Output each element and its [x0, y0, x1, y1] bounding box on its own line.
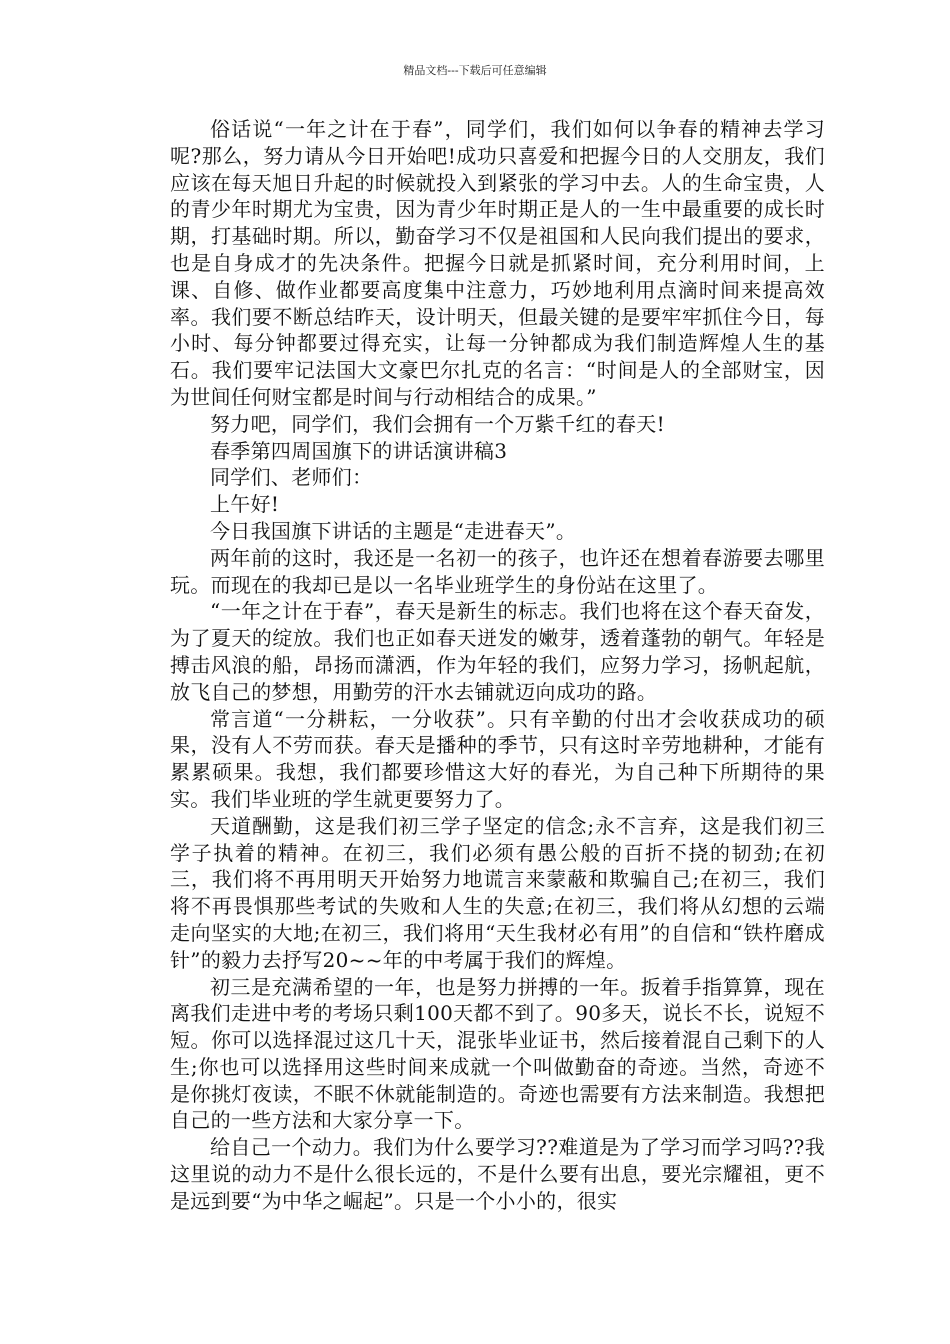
document-body [170, 116, 825, 1215]
paragraph-10: 天道酬勤，这是我们初三学子坚定的信念;永不言弃，这是我们初三学子执着的精神。在初三，我们必须有愚公般的百折不挠的韧劲;在初三，我们将不再用明天开始努力地谎言来蒙蔽和欺骗自己;在初三，我们将不再畏惧那些考试的失败和人生的失意;在初三，我们将从幻想的云端走向坚实的大地;在初三，我们将用“天生我材必有用”的自信和“铁杵磨成针”的毅力去抒写20~~年的中考属于我们的辉煌。 [170, 813, 825, 972]
page-header: 精品文档---下载后可任意编辑 [403, 64, 547, 77]
paragraph-7: 两年前的这时，我还是一名初一的孩子，也许还在想着春游要去哪里玩。而现在的我却已是以一名毕业班学生的身份站在这里了。 [170, 545, 825, 597]
speech-topic: 今日我国旗下讲话的主题是“走进春天”。 [210, 518, 577, 543]
paragraph-1: 俗话说“一年之计在于春”，同学们，我们如何以争春的精神去学习呢?那么，努力请从今日开始吧!成功只喜爱和把握今日的人交朋友，我们应该在每天旭日升起的时候就投入到紧张的学习中去。人的生命宝贵，人的青少年时期尤为宝贵，因为青少年时期正是人的一生中最重要的成长时期，打基础时期。所以，勤奋学习不仅是祖国和人民向我们提出的要求，也是自身成才的先决条件。把握今日就是抓紧时间，充分利用时间，上课、自修、做作业都要高度集中注意力，巧妙地利用点滴时间来提高效率。我们要不断总结昨天，设计明天，但最关键的是要牢牢抓住今日，每小时、每分钟都要过得充实，让每一分钟都成为我们制造辉煌人生的基石。我们要牢记法国大文豪巴尔扎克的名言：“时间是人的全部财宝，因为世间任何财宝都是时间与行动相结合的成果。” [170, 117, 825, 409]
speech-title: 春季第四周国旗下的讲话演讲稿3 [210, 438, 508, 463]
paragraph-11: 初三是充满希望的一年，也是努力拼搏的一年。扳着手指算算，现在离我们走进中考的考场只剩100天都不到了。90多天，说长不长，说短不短。你可以选择混过这几十天，混张毕业证书，然后接着混自己剩下的人生;你也可以选择用这些时间来成就一个叫做勤奋的奇迹。当然，奇迹不是你挑灯夜读，不眠不休就能制造的。奇迹也需要有方法来制造。我想把自己的一些方法和大家分享一下。 [170, 974, 825, 1133]
greeting: 上午好! [210, 492, 280, 517]
paragraph-2: 努力吧，同学们，我们会拥有一个万紫千红的春天! [210, 411, 665, 436]
paragraph-12: 给自己一个动力。我们为什么要学习??难道是为了学习而学习吗??我这里说的动力不是什么很长远的，不是什么要有出息，要光宗耀祖，更不是远到要“为中华之崛起”。只是一个小小的，很实 [170, 1135, 825, 1213]
paragraph-8: “一年之计在于春”，春天是新生的标志。我们也将在这个春天奋发，为了夏天的绽放。我们也正如春天迸发的嫩芽，透着蓬勃的朝气。年轻是搏击风浪的船，昂扬而潇洒，作为年轻的我们，应努力学习，扬帆起航，放飞自己的梦想，用勤劳的汗水去铺就迈向成功的路。 [170, 599, 825, 704]
paragraph-9: 常言道“一分耕耘，一分收获”。只有辛勤的付出才会收获成功的硕果，没有人不劳而获。春天是播种的季节，只有这时辛劳地耕种，才能有累累硕果。我想，我们都要珍惜这大好的春光，为自己种下所期待的果实。我们毕业班的学生就更要努力了。 [170, 706, 825, 811]
salutation: 同学们、老师们： [210, 465, 373, 490]
